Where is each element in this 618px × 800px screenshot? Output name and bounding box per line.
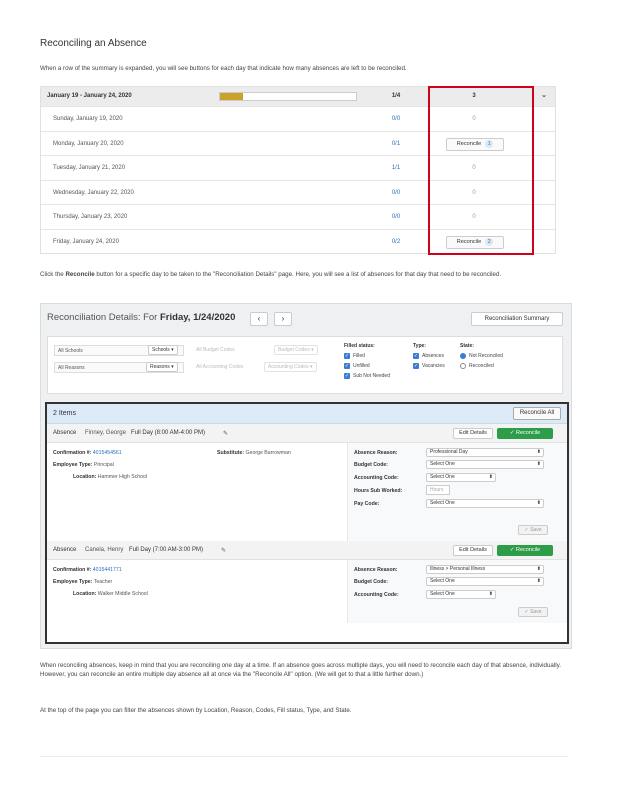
edit-details-button[interactable]: Edit Details (453, 545, 493, 556)
accounting-codes-label: All Accounting Codes (196, 364, 244, 370)
filled-label: Filled (353, 353, 365, 359)
save-button[interactable]: ✓ Save (518, 607, 548, 617)
day-label: Thursday, January 23, 2020 (53, 214, 128, 220)
reasons-dropdown[interactable]: Reasons ▾ (146, 362, 178, 372)
location-value: Walker Middle School (97, 591, 148, 597)
unfilled-label: Unfilled (353, 363, 370, 369)
employee-type-value: Principal (93, 462, 114, 468)
location-value: Hammer High School (97, 474, 148, 480)
progress-bar (219, 92, 357, 101)
instruction-bold: Reconcile (65, 271, 95, 278)
checkbox-checked-icon: ✓ (413, 363, 419, 369)
remaining-count-badge: 2 (485, 238, 493, 246)
vacancies-checkbox[interactable] (413, 361, 445, 371)
checkbox-checked-icon: ✓ (344, 353, 350, 359)
reconcile-form (347, 443, 567, 541)
reconciled-label: Reconciled (469, 363, 494, 369)
next-day-button[interactable]: › (274, 312, 292, 326)
pay-code-label (354, 501, 379, 507)
week-remaining: 3 (472, 93, 476, 99)
employee-type (53, 579, 112, 585)
day-label: Wednesday, January 22, 2020 (53, 189, 134, 196)
filter-bar (47, 336, 563, 394)
save-button-label: Save (530, 527, 542, 533)
week-range: January 19 - January 24, 2020 (47, 93, 132, 99)
absences-label: Absences (422, 353, 444, 359)
accounting-code-label (354, 592, 399, 598)
confirmation (53, 450, 122, 456)
absence-header (47, 424, 567, 443)
chevron-down-icon[interactable]: ⌄ (541, 92, 547, 99)
substitute-label: Substitute: (217, 450, 245, 456)
sub-not-needed-label: Sub Not Needed (353, 373, 390, 379)
not-reconciled-radio[interactable] (460, 351, 503, 361)
day-label: Friday, January 24, 2020 (53, 238, 119, 245)
reconcile-button[interactable]: ✓ Reconcile (497, 428, 553, 439)
reconcile-day-label: Reconcile (456, 239, 482, 245)
accounting-code-select[interactable]: Select One ⬍ (426, 473, 496, 482)
checkbox-checked-icon: ✓ (344, 363, 350, 369)
absence-reason-label (354, 567, 398, 573)
employee-type-label: Employee Type: (53, 579, 93, 585)
reconciliation-summary-button[interactable]: Reconciliation Summary (471, 312, 563, 326)
absence-label: Absence (53, 430, 77, 436)
employee-name: Finney, George (85, 430, 126, 436)
edit-details-button[interactable]: Edit Details (453, 428, 493, 439)
budget-code-label-text: Budget Code: (354, 462, 389, 468)
absence-header (47, 541, 567, 560)
checkbox-checked-icon: ✓ (344, 373, 350, 379)
unfilled-checkbox[interactable] (344, 361, 390, 371)
absence-reason-label-text: Absence Reason: (354, 450, 398, 456)
accounting-code-label (354, 475, 399, 481)
schools-dropdown-label: Schools (152, 347, 170, 353)
vacancies-label: Vacancies (422, 363, 445, 369)
hours-sub-worked-label-text: Hours Sub Worked: (354, 488, 403, 494)
day-label: Tuesday, January 21, 2020 (53, 165, 126, 171)
pay-code-label-text: Pay Code: (354, 501, 380, 507)
absence-label: Absence (53, 547, 77, 553)
substitute (217, 450, 291, 456)
budget-code-select[interactable]: Select One ⬍ (426, 577, 544, 586)
reconcile-form (347, 560, 567, 623)
absence-details (47, 560, 567, 623)
confirmation (53, 567, 122, 573)
employee-type-label: Employee Type: (53, 462, 93, 468)
checkbox-checked-icon: ✓ (413, 353, 419, 359)
budget-codes-label: All Budget Codes (196, 347, 235, 353)
reconcile-day-label: Reconcile (456, 141, 482, 147)
items-list (45, 402, 569, 644)
accounting-code-label-text: Accounting Code: (354, 592, 399, 598)
filled-status-title: Filled status: (344, 343, 375, 349)
location (73, 591, 148, 597)
reconcile-button[interactable]: ✓ Reconcile (497, 545, 553, 556)
remaining-count-badge: 1 (485, 140, 493, 148)
reconciled-radio[interactable] (460, 361, 503, 371)
reconciliation-details-panel (40, 303, 572, 649)
schools-dropdown[interactable]: Schools ▾ (148, 345, 178, 355)
confirmation-link[interactable]: 4015454561 (92, 450, 122, 456)
confirmation-label: Confirmation #: (53, 450, 92, 456)
substitute-value: George Barrowman (245, 450, 291, 456)
instruction-post: button for a specific day to be taken to the "Reconciliation Details" page. Here, you will see a list of absences for that day that need to be reconciled. (94, 271, 502, 278)
day-ratio[interactable]: 0/1 (391, 140, 401, 147)
details-title-date: Friday, 1/24/2020 (160, 312, 236, 323)
hours-input[interactable]: Hours (426, 485, 450, 495)
type-title: Type: (413, 343, 426, 349)
budget-code-label-text: Budget Code: (354, 579, 389, 585)
day-remaining: 0 (472, 116, 476, 122)
state-group (460, 343, 503, 371)
location-label: Location: (73, 474, 97, 480)
reasons-dropdown-label: Reasons (150, 364, 170, 370)
accounting-codes-dropdown[interactable]: Accounting Codes ▾ (264, 362, 317, 372)
save-button[interactable]: ✓ Save (518, 525, 548, 535)
day-ratio[interactable]: 0/0 (391, 189, 401, 196)
state-title: State: (460, 343, 474, 349)
reconcile-all-button[interactable]: Reconcile All (513, 407, 561, 420)
employee-type (53, 462, 114, 468)
sub-not-needed-checkbox[interactable] (344, 371, 390, 381)
hours-sub-worked-label (354, 488, 402, 494)
divider (40, 756, 568, 757)
radio-selected-icon (460, 353, 466, 359)
absence-reason-select[interactable]: Professional Day ⬍ (426, 448, 544, 457)
details-title-prefix: Reconciliation Details: For (47, 312, 160, 323)
day-ratio[interactable]: 1/1 (391, 165, 401, 171)
pencil-icon[interactable]: ✎ (223, 431, 229, 437)
multi-day-note: When reconciling absences, keep in mind that you are reconciling one day at a time. If an absence goes across multiple days, you will need to reconcile each day of that absence, individually. However, you can reconcile an entire multiple day absence all at once via the "Reconcile All" option. (We will get to that a little further down.) (40, 662, 561, 678)
absence-reason-label-text: Absence Reason: (354, 567, 398, 573)
day-label: Sunday, January 19, 2020 (53, 116, 123, 122)
accounting-codes-dropdown-label: Accounting Codes (268, 364, 309, 370)
intro-text: When a row of the summary is expanded, you will see buttons for each day that indicate how many absences are left to be reconciled. (40, 65, 407, 72)
accounting-code-label-text: Accounting Code: (354, 475, 399, 481)
budget-codes-dropdown[interactable]: Budget Codes ▾ (274, 345, 318, 355)
budget-code-label (354, 462, 388, 468)
day-remaining: 0 (472, 214, 476, 220)
radio-empty-icon (460, 363, 466, 369)
accounting-code-select[interactable]: Select One ⬍ (426, 590, 496, 599)
day-remaining: 0 (472, 165, 476, 171)
budget-code-select[interactable]: Select One ⬍ (426, 460, 544, 469)
highlight-box (428, 86, 534, 255)
week-ratio: 1/4 (391, 93, 401, 99)
reconcile-button-label: Reconcile (515, 430, 541, 436)
pencil-icon[interactable]: ✎ (221, 548, 227, 554)
day-ratio[interactable]: 0/0 (391, 214, 401, 220)
items-header (47, 404, 567, 424)
filled-checkbox[interactable] (344, 351, 390, 361)
type-group (413, 343, 445, 371)
day-ratio[interactable]: 0/0 (391, 116, 401, 122)
details-title (47, 312, 235, 323)
location-label: Location: (73, 591, 97, 597)
not-reconciled-label: Not Reconciled (469, 353, 503, 359)
instruction-pre: Click the (40, 271, 66, 278)
filter-note: At the top of the page you can filter the absences shown by Location, Reason, Codes, Fill status, Type, and State. (40, 707, 352, 714)
absence-time: Full Day (8:00 AM-4:00 PM) (131, 430, 206, 436)
prev-day-button[interactable]: ‹ (250, 312, 268, 326)
absence-reason-select[interactable]: Illness > Personal Illness ⬍ (426, 565, 544, 574)
confirmation-label: Confirmation #: (53, 567, 92, 573)
absence-details (47, 443, 567, 541)
absences-checkbox[interactable] (413, 351, 445, 361)
instruction-text (40, 270, 570, 279)
pay-code-select[interactable]: Select One ⬍ (426, 499, 544, 508)
progress-fill (220, 93, 243, 100)
items-count: 2 Items (53, 410, 76, 417)
budget-codes-dropdown-label: Budget Codes (278, 347, 310, 353)
employee-type-value: Teacher (93, 579, 113, 585)
absence-time: Full Day (7:00 AM-3:00 PM) (129, 547, 204, 553)
employee-name: Canela, Henry (85, 547, 124, 553)
budget-code-label (354, 579, 388, 585)
day-ratio[interactable]: 0/2 (391, 238, 401, 245)
confirmation-link[interactable]: 4015441771 (92, 567, 122, 573)
day-label: Monday, January 20, 2020 (53, 140, 124, 147)
page-title: Reconciling an Absence (40, 38, 147, 49)
day-remaining: 0 (472, 189, 476, 196)
location (73, 474, 147, 480)
save-button-label: Save (530, 609, 542, 615)
absence-reason-label (354, 450, 398, 456)
schools-filter-value: All Schools (58, 348, 83, 354)
reasons-filter-value: All Reasons (58, 365, 85, 371)
reconcile-button-label: Reconcile (515, 547, 541, 553)
filled-status-group (344, 343, 390, 381)
